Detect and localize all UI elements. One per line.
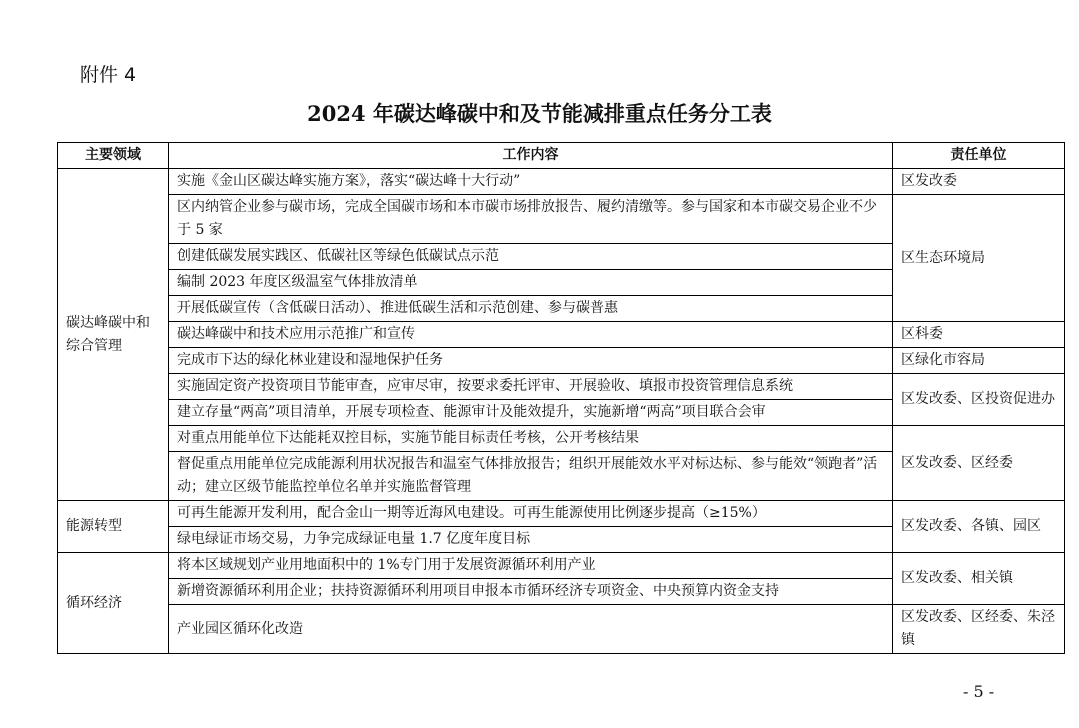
table-row	[58, 195, 1065, 244]
task-table	[57, 142, 1065, 654]
content-cell: 实施《金山区碳达峰实施方案》，落实“碳达峰十大行动”	[169, 169, 893, 195]
unit-cell: 区发改委、区经委	[893, 426, 1065, 501]
unit-cell: 区绿化市容局	[893, 348, 1065, 374]
unit-cell: 区发改委、区经委、朱泾镇	[893, 605, 1065, 654]
column-header-domain: 主要领域	[58, 143, 169, 169]
content-cell: 将本区域规划产业用地面积中的 1%专门用于发展资源循环利用产业	[169, 553, 893, 579]
content-cell: 完成市下达的绿化林业建设和湿地保护任务	[169, 348, 893, 374]
table-row	[58, 169, 1065, 195]
table-row	[58, 553, 1065, 579]
content-cell: 督促重点用能单位完成能源利用状况报告和温室气体排放报告；组织开展能效水平对标达标、参与能效“领跑者”活动；建立区级节能监控单位名单并实施监督管理	[169, 452, 893, 501]
unit-cell: 区发改委、各镇、园区	[893, 501, 1065, 553]
table-row	[58, 426, 1065, 452]
content-cell: 碳达峰碳中和技术应用示范推广和宣传	[169, 322, 893, 348]
column-header-content: 工作内容	[169, 143, 893, 169]
document-title: 2024 年碳达峰碳中和及节能减排重点任务分工表	[307, 101, 772, 126]
content-cell: 区内纳管企业参与碳市场，完成全国碳市场和本市碳市场排放报告、履约清缴等。参与国家和本市碳交易企业不少于 5 家	[169, 195, 893, 244]
content-cell: 可再生能源开发利用，配合金山一期等近海风电建设。可再生能源使用比例逐步提高（≥15%）	[169, 501, 893, 527]
table-row	[58, 605, 1065, 654]
content-cell: 对重点用能单位下达能耗双控目标，实施节能目标责任考核，公开考核结果	[169, 426, 893, 452]
column-header-unit: 责任单位	[893, 143, 1065, 169]
domain-cell: 能源转型	[58, 501, 169, 553]
unit-cell: 区生态环境局	[893, 195, 1065, 322]
table-row	[58, 374, 1065, 400]
content-cell: 实施固定资产投资项目节能审查，应审尽审，按要求委托评审、开展验收、填报市投资管理信息系统	[169, 374, 893, 400]
unit-cell: 区发改委、区投资促进办	[893, 374, 1065, 426]
attachment-label: 附件 4	[80, 64, 137, 86]
table-row	[58, 322, 1065, 348]
content-cell: 创建低碳发展实践区、低碳社区等绿色低碳试点示范	[169, 244, 893, 270]
content-cell: 开展低碳宣传（含低碳日活动）、推进低碳生活和示范创建、参与碳普惠	[169, 296, 893, 322]
content-cell: 新增资源循环利用企业；扶持资源循环利用项目申报本市循环经济专项资金、中央预算内资金支持	[169, 579, 893, 605]
content-cell: 建立存量“两高”项目清单，开展专项检查、能源审计及能效提升，实施新增“两高”项目联合会审	[169, 400, 893, 426]
unit-cell: 区发改委、相关镇	[893, 553, 1065, 605]
domain-cell: 碳达峰碳中和综合管理	[58, 169, 169, 501]
table-header-row	[58, 143, 1065, 169]
unit-cell: 区发改委	[893, 169, 1065, 195]
content-cell: 产业园区循环化改造	[169, 605, 893, 654]
page-number: - 5 -	[963, 682, 995, 701]
domain-cell: 循环经济	[58, 553, 169, 654]
content-cell: 编制 2023 年度区级温室气体排放清单	[169, 270, 893, 296]
table-row	[58, 501, 1065, 527]
unit-cell: 区科委	[893, 322, 1065, 348]
table-row	[58, 348, 1065, 374]
content-cell: 绿电绿证市场交易，力争完成绿证电量 1.7 亿度年度目标	[169, 527, 893, 553]
